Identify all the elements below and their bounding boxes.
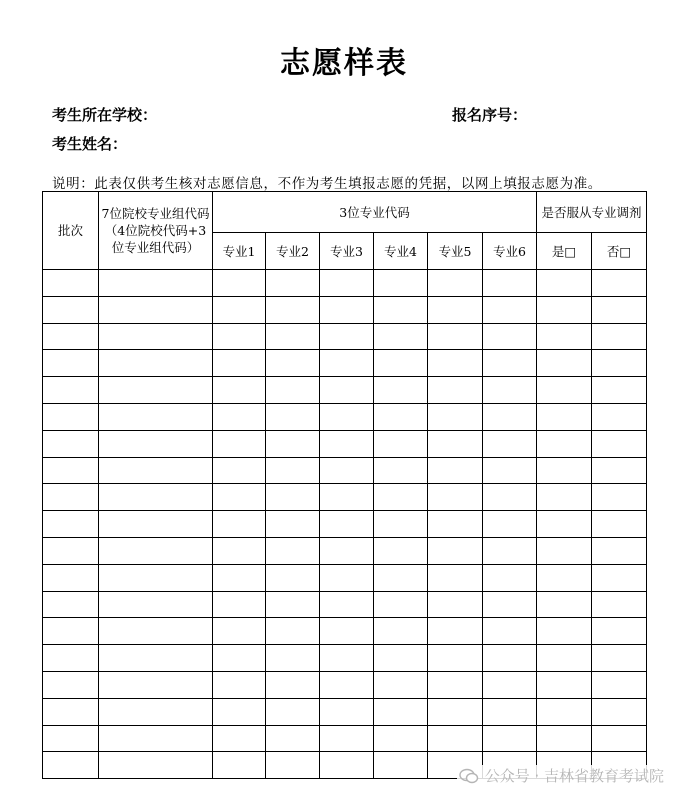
table-cell[interactable] — [592, 591, 647, 618]
table-cell[interactable] — [266, 457, 320, 484]
table-cell[interactable] — [374, 484, 428, 511]
table-cell[interactable] — [99, 537, 213, 564]
group-code-header: 7位院校专业组代码（4位院校代码+3位专业组代码） — [99, 192, 213, 270]
table-cell[interactable] — [537, 430, 592, 457]
table-cell[interactable] — [537, 270, 592, 297]
table-cell[interactable] — [320, 618, 374, 645]
table-cell[interactable] — [428, 645, 483, 672]
table-row — [43, 270, 647, 297]
table-row — [43, 698, 647, 725]
table-cell[interactable] — [213, 537, 266, 564]
table-row — [43, 591, 647, 618]
table-cell[interactable] — [213, 591, 266, 618]
table-cell[interactable] — [43, 511, 99, 538]
table-cell[interactable] — [537, 377, 592, 404]
table-cell[interactable] — [537, 564, 592, 591]
table-cell[interactable] — [428, 564, 483, 591]
adjust-header: 是否服从专业调剂 — [537, 192, 647, 233]
table-cell[interactable] — [483, 457, 537, 484]
table-cell[interactable] — [99, 430, 213, 457]
school-label: 考生所在学校： — [52, 106, 158, 124]
instruction-note: 说明：此表仅供考生核对志愿信息，不作为考生填报志愿的凭据，以网上填报志愿为准。 — [52, 176, 602, 192]
table-cell[interactable] — [374, 457, 428, 484]
table-cell[interactable] — [213, 350, 266, 377]
table-cell[interactable] — [320, 671, 374, 698]
table-cell[interactable] — [213, 564, 266, 591]
table-cell[interactable] — [320, 323, 374, 350]
watermark-text: 公众号 · 吉林省教育考试院 — [484, 767, 664, 785]
major-code-header: 3位专业代码 — [213, 192, 537, 233]
table-cell[interactable] — [592, 403, 647, 430]
table-cell[interactable] — [537, 457, 592, 484]
table-row — [43, 645, 647, 672]
wechat-icon — [459, 768, 479, 784]
table-cell[interactable] — [592, 350, 647, 377]
table-cell[interactable] — [43, 752, 99, 779]
table-cell[interactable] — [320, 511, 374, 538]
major-5-header: 专业5 — [428, 233, 483, 270]
table-cell[interactable] — [374, 564, 428, 591]
table-row — [43, 671, 647, 698]
table-cell[interactable] — [483, 645, 537, 672]
table-cell[interactable] — [213, 618, 266, 645]
table-cell[interactable] — [320, 377, 374, 404]
table-cell[interactable] — [43, 591, 99, 618]
table-cell[interactable] — [266, 564, 320, 591]
table-cell[interactable] — [483, 591, 537, 618]
table-cell[interactable] — [213, 270, 266, 297]
table-cell[interactable] — [428, 511, 483, 538]
table-cell[interactable] — [428, 537, 483, 564]
table-cell[interactable] — [99, 618, 213, 645]
table-cell[interactable] — [374, 377, 428, 404]
table-cell[interactable] — [213, 752, 266, 779]
table-cell[interactable] — [320, 484, 374, 511]
table-cell[interactable] — [43, 484, 99, 511]
table-cell[interactable] — [213, 457, 266, 484]
table-cell[interactable] — [428, 430, 483, 457]
table-cell[interactable] — [374, 725, 428, 752]
table-cell[interactable] — [320, 752, 374, 779]
watermark — [457, 765, 666, 786]
table-cell[interactable] — [43, 430, 99, 457]
table-cell[interactable] — [592, 618, 647, 645]
table-cell[interactable] — [374, 698, 428, 725]
table-cell[interactable] — [213, 403, 266, 430]
table-cell[interactable] — [428, 457, 483, 484]
table-cell[interactable] — [213, 511, 266, 538]
major-2-header: 专业2 — [266, 233, 320, 270]
table-cell[interactable] — [266, 618, 320, 645]
table-cell[interactable] — [592, 457, 647, 484]
table-cell[interactable] — [99, 725, 213, 752]
table-cell[interactable] — [266, 752, 320, 779]
table-cell[interactable] — [320, 725, 374, 752]
table-cell[interactable] — [428, 618, 483, 645]
table-cell[interactable] — [592, 564, 647, 591]
major-4-header: 专业4 — [374, 233, 428, 270]
table-cell[interactable] — [99, 323, 213, 350]
adjust-no-option[interactable]: 否□ — [592, 233, 647, 270]
table-row — [43, 511, 647, 538]
major-1-header: 专业1 — [213, 233, 266, 270]
table-cell[interactable] — [428, 591, 483, 618]
table-cell[interactable] — [592, 671, 647, 698]
table-cell[interactable] — [43, 377, 99, 404]
table-cell[interactable] — [483, 270, 537, 297]
table-cell[interactable] — [43, 403, 99, 430]
table-cell[interactable] — [592, 698, 647, 725]
table-cell[interactable] — [537, 591, 592, 618]
table-cell[interactable] — [483, 671, 537, 698]
table-row — [43, 377, 647, 404]
table-cell[interactable] — [320, 698, 374, 725]
table-cell[interactable] — [483, 511, 537, 538]
table-cell[interactable] — [483, 296, 537, 323]
table-row — [43, 296, 647, 323]
table-cell[interactable] — [320, 645, 374, 672]
table-cell[interactable] — [320, 350, 374, 377]
batch-header: 批次 — [43, 192, 99, 270]
table-cell[interactable] — [43, 725, 99, 752]
table-cell[interactable] — [483, 403, 537, 430]
table-cell[interactable] — [43, 537, 99, 564]
table-cell[interactable] — [428, 377, 483, 404]
table-cell[interactable] — [266, 270, 320, 297]
table-cell[interactable] — [537, 511, 592, 538]
table-row — [43, 537, 647, 564]
table-cell[interactable] — [266, 725, 320, 752]
table-cell[interactable] — [43, 671, 99, 698]
table-row — [43, 430, 647, 457]
table-cell[interactable] — [537, 618, 592, 645]
table-cell[interactable] — [266, 350, 320, 377]
table-cell[interactable] — [537, 296, 592, 323]
table-cell[interactable] — [374, 645, 428, 672]
table-cell[interactable] — [592, 537, 647, 564]
table-cell[interactable] — [374, 591, 428, 618]
table-cell[interactable] — [99, 377, 213, 404]
table-cell[interactable] — [320, 296, 374, 323]
page-title: 志愿样表 — [280, 46, 408, 81]
table-cell[interactable] — [99, 698, 213, 725]
table-cell[interactable] — [537, 698, 592, 725]
table-cell[interactable] — [99, 457, 213, 484]
table-cell[interactable] — [99, 564, 213, 591]
table-cell[interactable] — [483, 698, 537, 725]
table-cell[interactable] — [213, 698, 266, 725]
table-cell[interactable] — [428, 403, 483, 430]
table-cell[interactable] — [537, 671, 592, 698]
table-cell[interactable] — [266, 537, 320, 564]
table-cell[interactable] — [213, 725, 266, 752]
table-cell[interactable] — [213, 645, 266, 672]
table-cell[interactable] — [592, 296, 647, 323]
table-cell[interactable] — [320, 270, 374, 297]
registration-number-label: 报名序号： — [452, 106, 528, 124]
table-cell[interactable] — [320, 457, 374, 484]
table-cell[interactable] — [43, 698, 99, 725]
table-cell[interactable] — [213, 296, 266, 323]
table-cell[interactable] — [537, 645, 592, 672]
table-cell[interactable] — [537, 537, 592, 564]
table-cell[interactable] — [99, 645, 213, 672]
table-cell[interactable] — [99, 591, 213, 618]
table-row — [43, 350, 647, 377]
table-cell[interactable] — [483, 323, 537, 350]
table-cell[interactable] — [43, 645, 99, 672]
table-cell[interactable] — [266, 671, 320, 698]
table-cell[interactable] — [483, 618, 537, 645]
table-cell[interactable] — [43, 457, 99, 484]
table-cell[interactable] — [592, 270, 647, 297]
table-cell[interactable] — [99, 484, 213, 511]
table-cell[interactable] — [266, 698, 320, 725]
table-cell[interactable] — [266, 296, 320, 323]
table-cell[interactable] — [483, 564, 537, 591]
table-cell[interactable] — [374, 403, 428, 430]
table-cell[interactable] — [266, 484, 320, 511]
table-row — [43, 484, 647, 511]
table-cell[interactable] — [266, 323, 320, 350]
table-cell[interactable] — [374, 671, 428, 698]
table-cell[interactable] — [266, 591, 320, 618]
table-cell[interactable] — [374, 430, 428, 457]
table-cell[interactable] — [320, 430, 374, 457]
table-cell[interactable] — [99, 350, 213, 377]
table-cell[interactable] — [213, 484, 266, 511]
table-cell[interactable] — [266, 430, 320, 457]
table-cell[interactable] — [99, 270, 213, 297]
table-cell[interactable] — [99, 752, 213, 779]
table-cell[interactable] — [266, 377, 320, 404]
table-cell[interactable] — [592, 645, 647, 672]
table-cell[interactable] — [320, 564, 374, 591]
table-cell[interactable] — [213, 323, 266, 350]
table-cell[interactable] — [483, 537, 537, 564]
table-cell[interactable] — [537, 323, 592, 350]
table-cell[interactable] — [43, 323, 99, 350]
table-cell[interactable] — [537, 725, 592, 752]
table-cell[interactable] — [483, 377, 537, 404]
table-cell[interactable] — [213, 430, 266, 457]
table-cell[interactable] — [374, 270, 428, 297]
table-cell[interactable] — [537, 484, 592, 511]
table-cell[interactable] — [428, 323, 483, 350]
table-cell[interactable] — [99, 403, 213, 430]
table-cell[interactable] — [374, 537, 428, 564]
table-row — [43, 564, 647, 591]
table-cell[interactable] — [537, 350, 592, 377]
table-cell[interactable] — [374, 618, 428, 645]
table-cell[interactable] — [43, 296, 99, 323]
major-6-header: 专业6 — [483, 233, 537, 270]
table-cell[interactable] — [99, 511, 213, 538]
table-cell[interactable] — [592, 484, 647, 511]
table-cell[interactable] — [428, 671, 483, 698]
table-cell[interactable] — [374, 350, 428, 377]
table-row — [43, 403, 647, 430]
table-row — [43, 323, 647, 350]
table-cell[interactable] — [374, 511, 428, 538]
table-cell[interactable] — [537, 403, 592, 430]
table-cell[interactable] — [43, 270, 99, 297]
table-cell[interactable] — [483, 484, 537, 511]
table-cell[interactable] — [428, 698, 483, 725]
table-cell[interactable] — [592, 511, 647, 538]
table-cell[interactable] — [428, 296, 483, 323]
table-cell[interactable] — [428, 725, 483, 752]
table-cell[interactable] — [483, 350, 537, 377]
table-cell[interactable] — [592, 430, 647, 457]
table-row — [43, 457, 647, 484]
table-cell[interactable] — [592, 377, 647, 404]
adjust-yes-option[interactable]: 是□ — [537, 233, 592, 270]
table-cell[interactable] — [428, 270, 483, 297]
table-cell[interactable] — [374, 752, 428, 779]
table-cell[interactable] — [99, 296, 213, 323]
table-cell[interactable] — [213, 377, 266, 404]
table-cell[interactable] — [43, 564, 99, 591]
major-3-header: 专业3 — [320, 233, 374, 270]
name-label: 考生姓名： — [52, 135, 128, 153]
table-row — [43, 618, 647, 645]
table-cell[interactable] — [592, 323, 647, 350]
table-cell[interactable] — [213, 671, 266, 698]
table-cell[interactable] — [374, 323, 428, 350]
table-cell[interactable] — [374, 296, 428, 323]
table-cell[interactable] — [266, 645, 320, 672]
table-cell[interactable] — [43, 618, 99, 645]
table-row — [43, 725, 647, 752]
volunteer-form-table — [42, 191, 647, 779]
table-cell[interactable] — [428, 484, 483, 511]
table-cell[interactable] — [320, 591, 374, 618]
table-cell[interactable] — [483, 725, 537, 752]
table-cell[interactable] — [99, 671, 213, 698]
table-cell[interactable] — [43, 350, 99, 377]
table-cell[interactable] — [428, 350, 483, 377]
table-cell[interactable] — [592, 725, 647, 752]
table-cell[interactable] — [320, 537, 374, 564]
table-cell[interactable] — [266, 511, 320, 538]
table-cell[interactable] — [266, 403, 320, 430]
table-cell[interactable] — [483, 430, 537, 457]
table-cell[interactable] — [320, 403, 374, 430]
